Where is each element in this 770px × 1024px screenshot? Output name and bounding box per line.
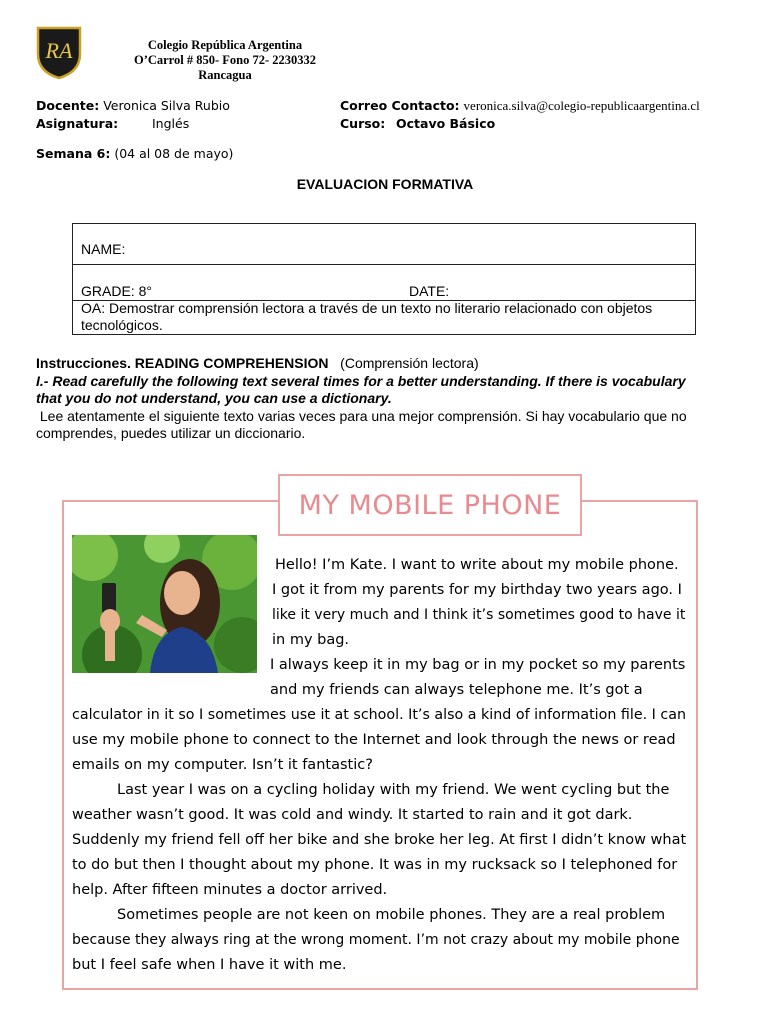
contact-label: Correo Contacto: xyxy=(340,98,460,113)
instructions-english-2: that you do not understand, you can use a dictionary. xyxy=(36,390,392,406)
date-label: DATE: xyxy=(409,283,450,299)
course-label: Curso: xyxy=(340,116,386,131)
story-line: and my friends can always telephone me. It’s got a xyxy=(270,682,643,698)
subject-row xyxy=(36,116,118,131)
instructions-spanish-1: Lee atentamente el siguiente texto varias veces para una mejor comprensión. Si hay vocabulario que no xyxy=(36,407,687,424)
story-title-box xyxy=(278,474,582,536)
teacher-label: Docente: xyxy=(36,98,100,113)
story-line: Hello! I’m Kate. I want to write about my mobile phone. xyxy=(275,557,679,573)
story-title: MY MOBILE PHONE xyxy=(298,489,562,521)
week-dates: (04 al 08 de mayo) xyxy=(114,146,234,161)
school-crest-logo xyxy=(36,24,82,80)
contact-row xyxy=(340,98,700,114)
name-label: NAME: xyxy=(81,241,126,257)
story-line: Last year I was on a cycling holiday with my friend. We went cycling but the xyxy=(117,782,670,798)
subject-label: Asignatura: xyxy=(36,116,119,131)
student-info-form xyxy=(72,223,696,335)
teacher-row xyxy=(36,98,230,113)
contact-email: veronica.silva@colegio-republicaargentina.cl xyxy=(463,98,700,113)
story-line: weather wasn’t good. It was cold and windy. It started to rain and it got dark. xyxy=(72,807,633,823)
story-line: use my mobile phone to connect to the Internet and look through the news or read xyxy=(72,732,676,748)
grade-date-row xyxy=(73,264,695,301)
instructions xyxy=(36,355,756,443)
name-row xyxy=(73,224,695,265)
teacher-name: Veronica Silva Rubio xyxy=(103,98,230,113)
story-line: Suddenly my friend fell off her bike and she broke her leg. At first I didn’t know what xyxy=(72,832,687,848)
oa-objective: OA: Demostrar comprensión lectora a través de un texto no literario relacionado con objetos tecnológicos. xyxy=(81,300,653,333)
instructions-spanish-2: comprendes, puedes utilizar un diccionario. xyxy=(36,425,306,441)
school-header xyxy=(110,38,340,83)
course-value: Octavo Básico xyxy=(396,116,496,131)
story-line: because they always ring at the wrong moment. I’m not crazy about my mobile phone xyxy=(72,932,680,948)
story-line: help. After fifteen minutes a doctor arrived. xyxy=(72,882,388,898)
instructions-heading: Instrucciones. READING COMPREHENSION xyxy=(36,355,329,371)
week-row xyxy=(36,146,233,161)
story-line: emails on my computer. Isn’t it fantastic? xyxy=(72,757,373,773)
svg-text:RA: RA xyxy=(45,38,73,63)
story-line: like it very much and I think it’s sometimes good to have it xyxy=(272,607,686,623)
school-address: O’Carrol # 850- Fono 72- 2230332 xyxy=(133,53,317,67)
story-line: in my bag. xyxy=(272,632,350,648)
school-name: Colegio República Argentina xyxy=(147,38,303,52)
grade-label: GRADE: 8° xyxy=(81,283,152,299)
story-line: I always keep it in my bag or in my pocket so my parents xyxy=(270,657,686,673)
story-line: to do but then I thought about my phone. It was in my rucksack so I telephoned for xyxy=(72,857,678,873)
story-line: calculator in it so I sometimes use it at school. It’s also a kind of information file. I can xyxy=(72,707,686,723)
story-line: but I feel safe when I have it with me. xyxy=(72,957,347,973)
page-title: EVALUACION FORMATIVA xyxy=(296,176,474,192)
instructions-english-1: I.- Read carefully the following text several times for a better understanding. If there is vocabulary xyxy=(36,372,686,389)
subject-value: Inglés xyxy=(152,116,190,131)
school-city: Rancagua xyxy=(198,68,252,82)
week-label: Semana 6: xyxy=(36,146,111,161)
girl-with-phone-photo xyxy=(72,535,257,673)
instructions-heading-es: (Comprensión lectora) xyxy=(340,355,479,371)
story-line: I got it from my parents for my birthday two years ago. I xyxy=(272,582,682,598)
story-line: Sometimes people are not keen on mobile phones. They are a real problem xyxy=(117,907,666,923)
